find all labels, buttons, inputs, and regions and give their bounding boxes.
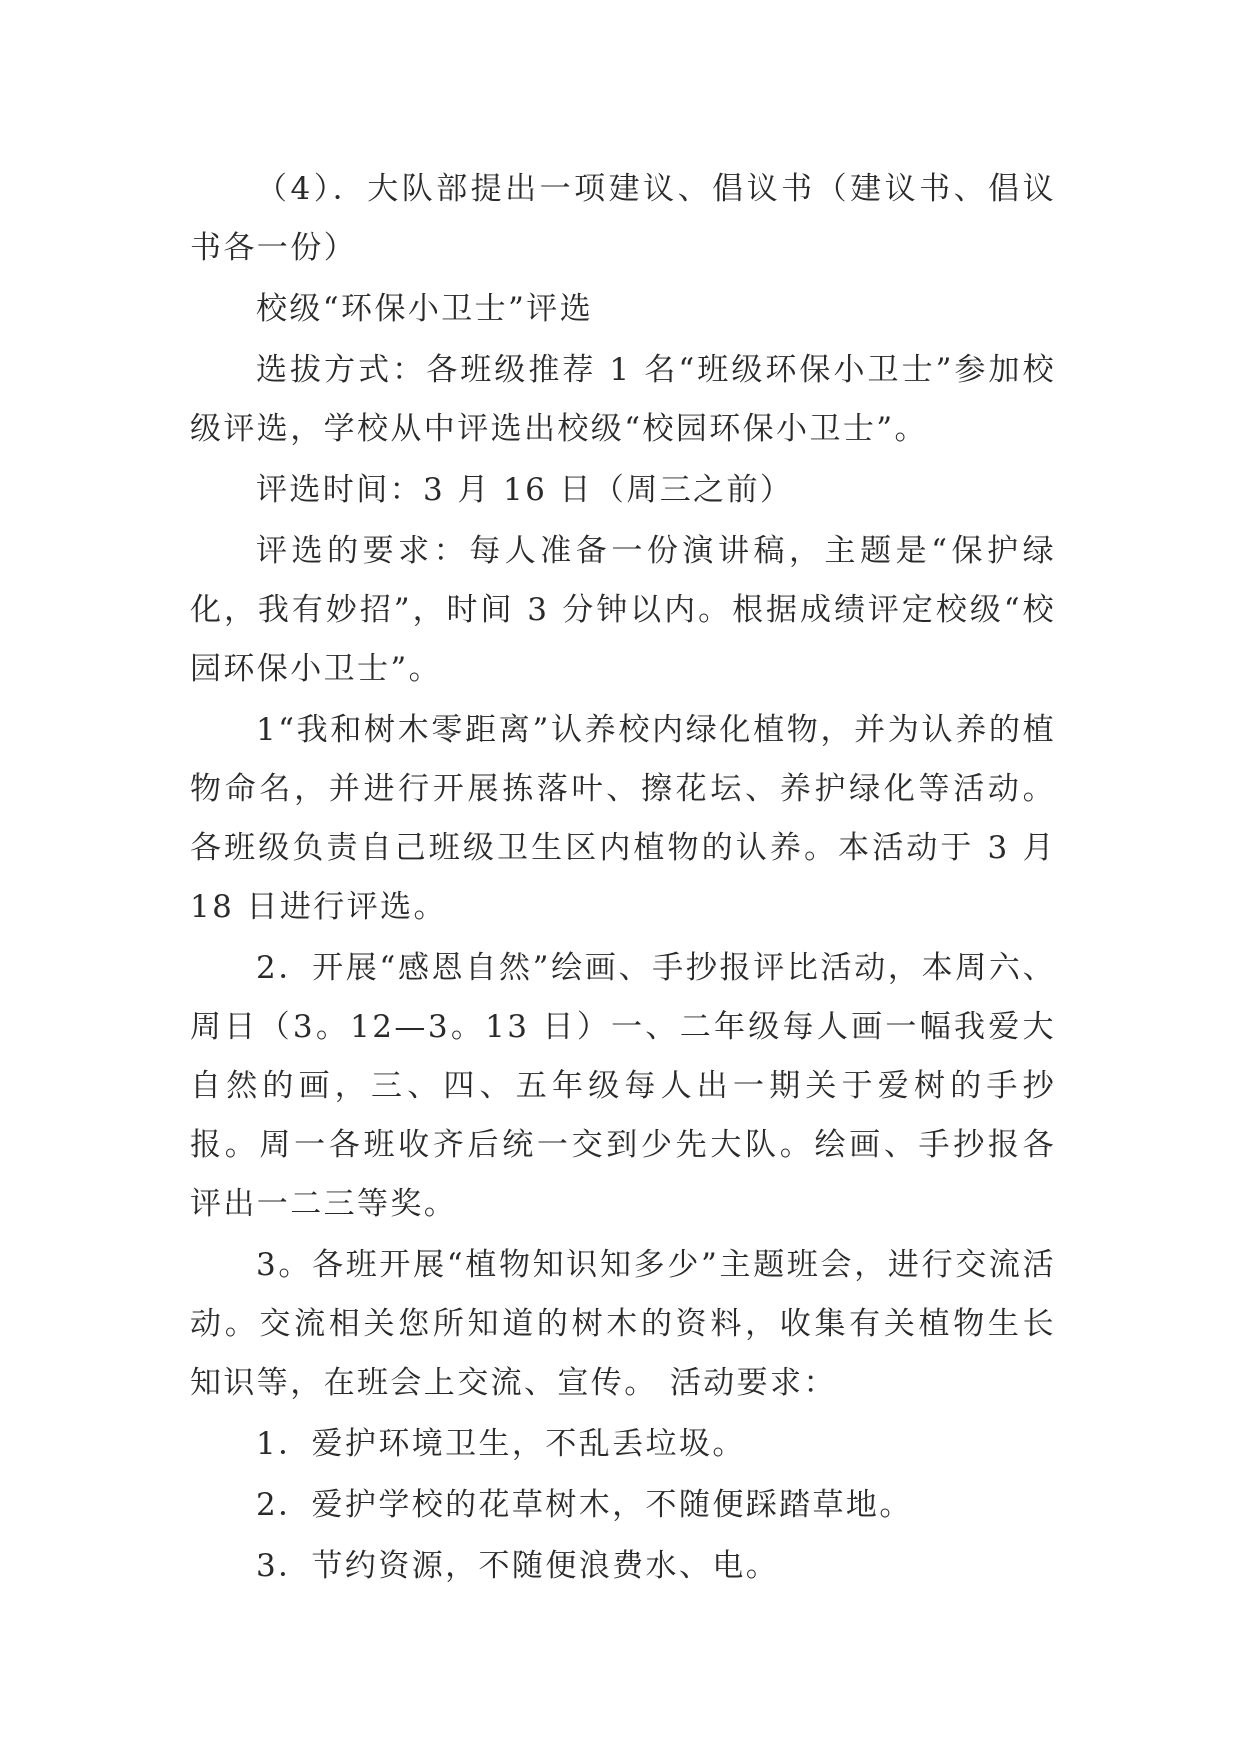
paragraph-activity-3: 3。各班开展“植物知识知多少”主题班会，进行交流活动。交流相关您所知道的树木的资料，收集有关植物生长知识等，在班会上交流、宣传。 活动要求： xyxy=(190,1247,1056,1401)
paragraph-proposal: （4）．大队部提出一项建议、倡议书（建议书、倡议书各一份） xyxy=(190,171,1056,266)
paragraph-requirement-3: 3．节约资源，不随便浪费水、电。 xyxy=(256,1548,780,1584)
paragraph-requirement-2: 2．爱护学校的花草树木，不随便踩踏草地。 xyxy=(256,1487,913,1523)
paragraph-selection-requirements: 评选的要求：每人准备一份演讲稿，主题是“保护绿化，我有妙招”，时间 3 分钟以内。根据成绩评定校级“校园环保小卫士”。 xyxy=(190,533,1056,687)
paragraph-activity-1: 1“我和树木零距离”认养校内绿化植物，并为认养的植物命名，并进行开展拣落叶、擦花坛、养护绿化等活动。各班级负责自己班级卫生区内植物的认养。本活动于 3 月 18 日进行评选。 xyxy=(190,712,1056,925)
paragraph-activity-2: 2．开展“感恩自然”绘画、手抄报评比活动，本周六、周日（3。12—3。13 日）一、二年级每人画一幅我爱大自然的画，三、四、五年级每人出一期关于爱树的手抄报。周一各班收齐后统一交到少先大队。绘画、手抄报各评出一二三等奖。 xyxy=(190,950,1056,1222)
paragraph-requirement-1: 1．爱护环境卫生，不乱丢垃圾。 xyxy=(256,1426,746,1462)
paragraph-selection-title: 校级“环保小卫士”评选 xyxy=(256,291,594,327)
paragraph-selection-time: 评选时间：3 月 16 日（周三之前） xyxy=(256,472,794,508)
document-body xyxy=(190,160,1056,1598)
paragraph-selection-method: 选拔方式：各班级推荐 1 名“班级环保小卫士”参加校级评选，学校从中评选出校级“校园环保小卫士”。 xyxy=(190,352,1056,447)
